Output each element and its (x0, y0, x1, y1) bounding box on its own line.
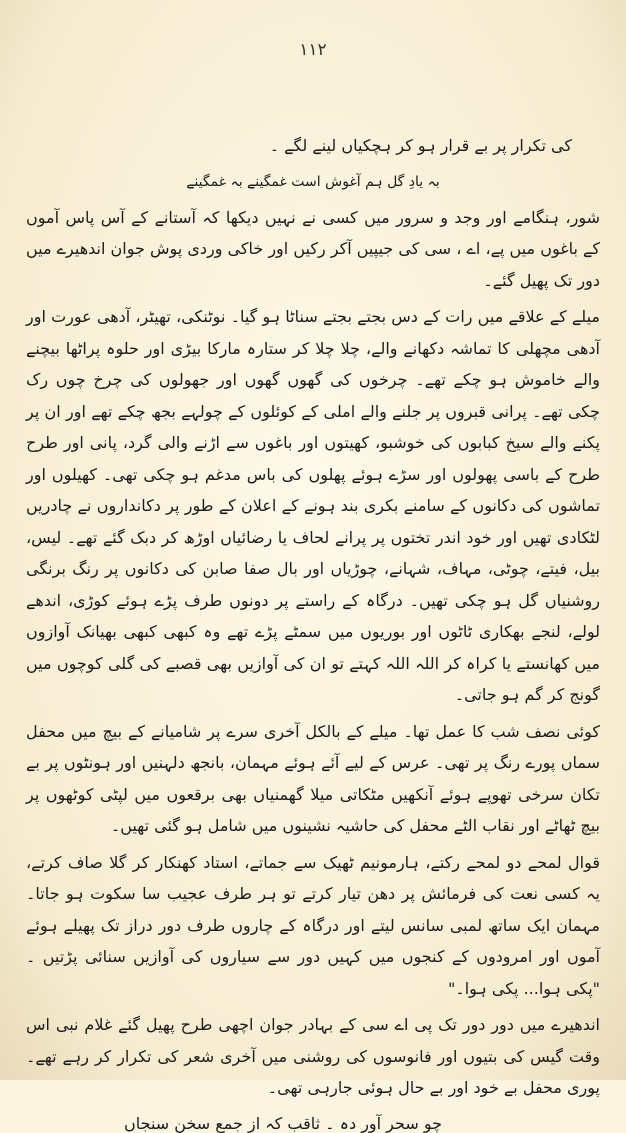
paragraph-2: میلے کے علاقے میں رات کے دس بجتے بجتے سناٹا ہو گیا۔ نوٹنکی، تھیٹر، آدھی عورت اور آدھی مچھلی کا تماشہ دکھانے والے، چلا چلا کر ستارہ مارکا بیڑی اور حلوہ پراٹھا بیچنے والے خاموش ہو چکے تھے۔ چرخوں کی گھوں گھوں اور جھولوں کی چرخ چوں رک چکی تھے۔ پرانی قبروں پر جلنے والے املی کے کوئلوں کے چولہے بجھ چکے تھے اور ان پر پکنے والے سیخ کبابوں کی خوشبو، کھیتوں اور باغوں سے اڑنے والی گرد، پانی اور طرح طرح کے باسی پھولوں اور سڑے ہوئے پھلوں کی باس مدغم ہو چکی تھی۔ کھیلوں اور تماشوں کی دکانوں کے سامنے بکری بند ہونے کے اعلان کے طور پر دکانداروں نے چادریں لٹکادی تھیں اور خود اندر تختوں پر پرانے لحاف یا رضائیاں اوڑھ کر دبک گئے تھے۔ لیس، بیل، فیتے، چوٹی، مہاف، شہانے، چوڑیاں اور بال صفا صابن کی دکانوں پر رنگ برنگی روشنیاں گل ہو چکی تھیں۔ درگاہ کے راستے پر دونوں طرف پڑے ہوئے کوڑی، اندھے لولے، لنجے بھکاری ٹاٹوں اور بوریوں میں سمٹے پڑے تھے وہ کبھی کبھی بھیانک آوازوں میں کھانستے یا کراہ کر اللہ اللہ کہتے تو ان کی آوازیں بھی قصبے کی گلی کوچوں میں گونج کر گم ہو جاتی۔ (26, 307, 600, 704)
paragraph-5: اندھیرے میں دور دور تک پی اے سی کے بہادر جوان اچھی طرح پھیل گئے غلام نبی اس وقت گیس کی بتیوں اور فانوسوں کی روشنی میں آخری شعر کی تکرار کر رہے تھے۔ پوری محفل بے خود اور بے حال ہوئی جارہی تھی۔ (26, 1015, 600, 1097)
opening-verse: بہ یادِ گل ہم آغوش است غمگینے بہ غمگینے (186, 173, 440, 190)
paragraph-4: قوال لمحے دو لمحے رکتے، ہارمونیم ٹھیک سے جماتے، استاد کھنکار کر گلا صاف کرتے، یہ کسی نعت کی فرمائش پر دھن تیار کرتے تو ہر طرف عجیب سا سکوت ہو جاتا۔ مہمان ایک ساتھ لمبی سانس لیتے اور درگاہ کے چاروں طرف دور دراز تک پھیلے ہوئے آموں اور امرودوں کے کنجوں میں کہیں دور سے سیاروں کی آوازیں سنائی پڑتیں ۔ "پکی ہوا... پکی ہوا۔" (26, 852, 600, 998)
paragraph-1: شور، ہنگامے اور وجد و سرور میں کسی نے نہیں دیکھا کہ آستانے کے آس پاس آموں کے باغوں میں پے، اے ، سی کی جیپیں آکر رکیں اور خاکی وردی پوش جوان اندھیرے میں دور تک پھیل گئے۔ (26, 207, 600, 290)
paragraph-3: کوئی نصف شب کا عمل تھا۔ میلے کے بالکل آخری سرے پر شامیانے کے بیچ میں محفل سماں پورے رنگ پر تھی۔ عرس کے لیے آئے ہوئے مہمان، بانجھ دلہنیں اور ہونٹوں پر بے تکان سرخی تھوپے ہوئے آنکھیں مٹکاتی میلا گھمنیاں بھی برقعوں میں لپٹی کوٹھوں پر بیچ ٹھاٹے اور نقاب الٹے محفل کی حاشیہ نشینوں میں شامل ہو گئی تھیں۔ (26, 721, 600, 835)
closing-verse: چو سحر آور دہ ۔ ثاقب کہ از جمع سخن سنجاں (124, 1113, 442, 1133)
page-number: ۱۱۲ (299, 40, 327, 60)
page-body (26, 130, 600, 1104)
opening-line: کی تکرار پر بے قرار ہو کر ہچکیاں لینے لگے ۔ (269, 136, 572, 155)
